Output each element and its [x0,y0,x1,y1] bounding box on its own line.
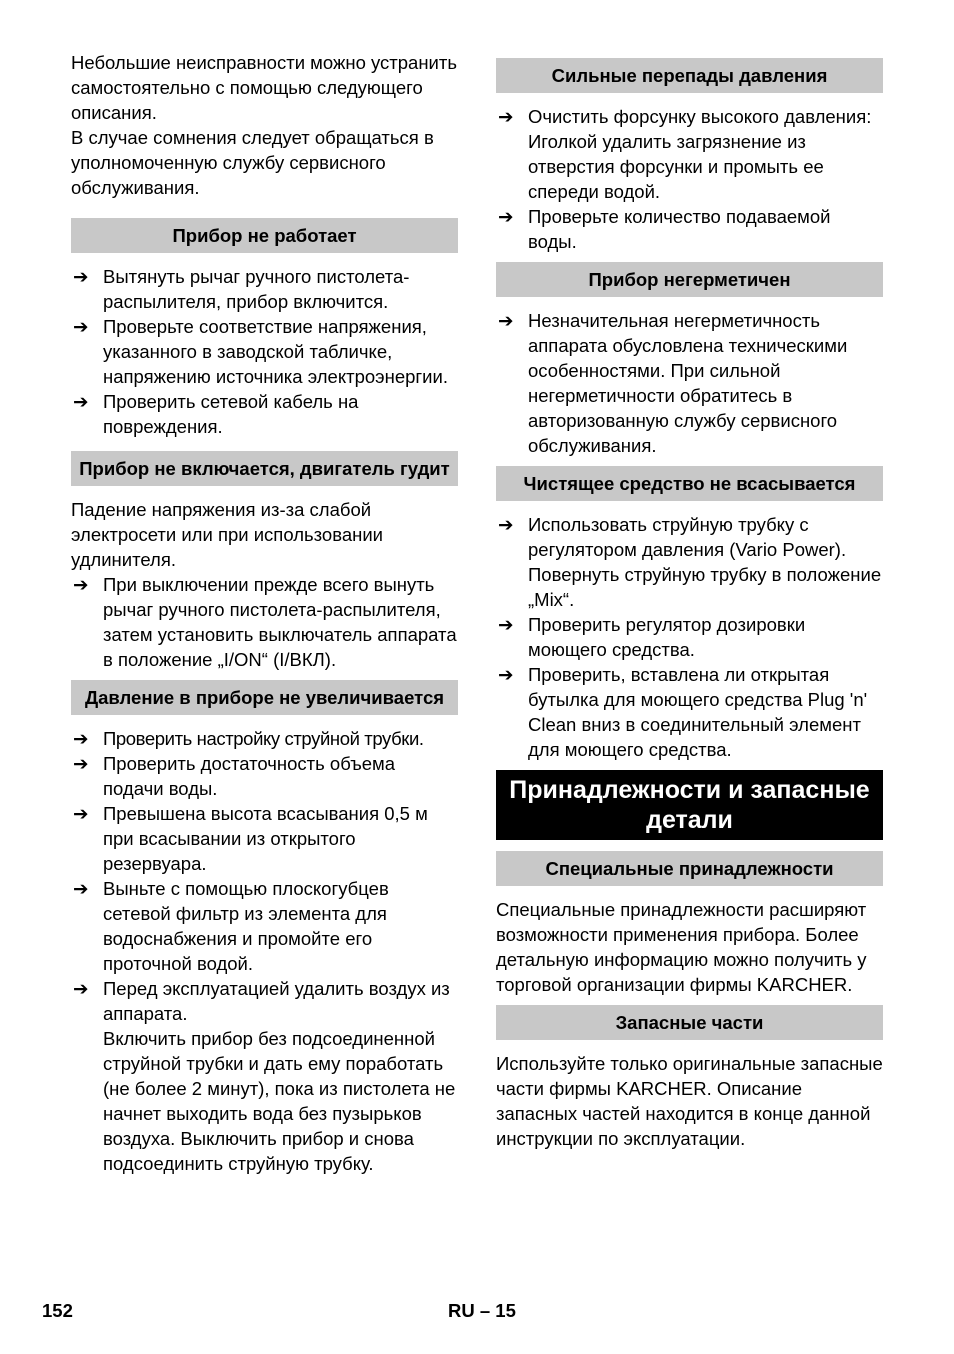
intro-paragraph-1: Небольшие неисправности можно устранить самостоятельно с помощью следующего описания. [71,52,457,123]
heading-spare-parts: Запасные части [496,1005,883,1040]
list-item: ➔ Превышена высота всасывания 0,5 м при всасывании из открытого резервуара. [73,803,428,874]
arrow-right-icon: ➔ [498,206,514,227]
list-device-not-starting [71,572,458,672]
list-pressure-fluctuations [496,104,883,254]
heading-device-not-starting: Прибор не включается, двигатель гудит [71,451,458,486]
list-item: ➔ Проверьте соответствие напряжения, указанного в заводской табличке, напряжению источника электроэнергии. [73,316,448,387]
list-pressure-not-increasing [71,726,458,1176]
arrow-right-icon: ➔ [73,316,89,337]
list-item: ➔ Незначительная негерметичность аппарата обусловлена техническими особенностями. При сильной негерметичности обратитесь в авторизованную службу сервисного обслуживания. [498,310,848,456]
heading-pressure-fluctuations: Сильные перепады давления [496,58,883,93]
arrow-right-icon: ➔ [73,878,89,899]
page-number: 152 [42,1300,73,1321]
heading-pressure-not-increasing: Давление в приборе не увеличивается [71,680,458,715]
arrow-right-icon: ➔ [498,310,514,331]
arrow-right-icon: ➔ [73,753,89,774]
list-item: ➔ Очистить форсунку высокого давления: Иголкой удалить загрязнение из отверстия форсунки и промыть ее спереди водой. [498,106,872,202]
list-device-leaking [496,308,883,458]
page-code: RU – 15 [448,1300,516,1321]
list-item: ➔ Проверить регулятор дозировки моющего средства. [498,614,806,660]
arrow-right-icon: ➔ [498,614,514,635]
list-item-continuation: Включить прибор без подсоединенной струйной трубки и дать ему поработать (не более 2 минут), пока из пистолета не начнет выходить вода без пузырьков воздуха. Выключить прибор и снова подсоединить струйную трубку. [103,1028,456,1174]
arrow-right-icon: ➔ [498,514,514,535]
paragraph-special-accessories: Специальные принадлежности расширяют возможности применения прибора. Более детальную информацию можно получить у торговой организации фирмы KARCHER. [496,899,867,995]
arrow-right-icon: ➔ [73,803,89,824]
list-item: ➔ Проверить настройку струйной трубки. [73,728,424,749]
left-column [71,50,458,1176]
heading-device-not-working: Прибор не работает [71,218,458,253]
list-item: ➔ Проверить сетевой кабель на повреждения. [73,391,359,437]
heading-detergent-not-sucked: Чистящее средство не всасывается [496,466,883,501]
arrow-right-icon: ➔ [498,106,514,127]
intro-paragraph-2: В случае сомнения следует обращаться в уполномоченную службу сервисного обслуживания. [71,127,434,198]
arrow-right-icon: ➔ [73,574,89,595]
list-detergent-not-sucked [496,512,883,762]
right-column [496,50,883,1151]
list-device-not-working [71,264,458,439]
list-item: ➔ Проверьте количество подаваемой воды. [498,206,831,252]
arrow-right-icon: ➔ [498,664,514,685]
paragraph-voltage-drop: Падение напряжения из-за слабой электросети или при использовании удлинителя. [71,499,383,570]
list-item: ➔ Перед эксплуатацией удалить воздух из аппарата. Включить прибор без подсоединенной струйной трубки и дать ему поработать (не более 2 минут), пока из пистолета не начнет выходить вода без пузырьков воздуха. Выключить прибор и снова подсоединить струйную трубку. [73,978,456,1174]
list-item: ➔ Использовать струйную трубку с регулятором давления (Vario Power). Повернуть струйную трубку в положение „Mix“. [498,514,882,610]
arrow-right-icon: ➔ [73,728,89,749]
arrow-right-icon: ➔ [73,266,89,287]
list-item: ➔ Проверить достаточность объема подачи воды. [73,753,396,799]
paragraph-spare-parts: Используйте только оригинальные запасные части фирмы KARCHER. Описание запасных частей находится в конце данной инструкции по эксплуатации. [496,1053,883,1149]
heading-accessories-and-spare-parts: Принадлежности и запасные детали [496,770,883,840]
list-item: ➔ Вытянуть рычаг ручного пистолета-распылителя, прибор включится. [73,266,410,312]
arrow-right-icon: ➔ [73,978,89,999]
list-item: ➔ При выключении прежде всего вынуть рычаг ручного пистолета-распылителя, затем установить выключатель аппарата в положение „I/ON“ (I/ВКЛ). [73,574,457,670]
list-item: ➔ Выньте с помощью плоскогубцев сетевой фильтр из элемента для водоснабжения и промойте его проточной водой. [73,878,389,974]
heading-special-accessories: Специальные принадлежности [496,851,883,886]
list-item: ➔ Проверить, вставлена ли открытая бутылка для моющего средства Plug 'n' Clean вниз в соединительный элемент для моющего средства. [498,664,868,760]
heading-device-leaking: Прибор негерметичен [496,262,883,297]
arrow-right-icon: ➔ [73,391,89,412]
